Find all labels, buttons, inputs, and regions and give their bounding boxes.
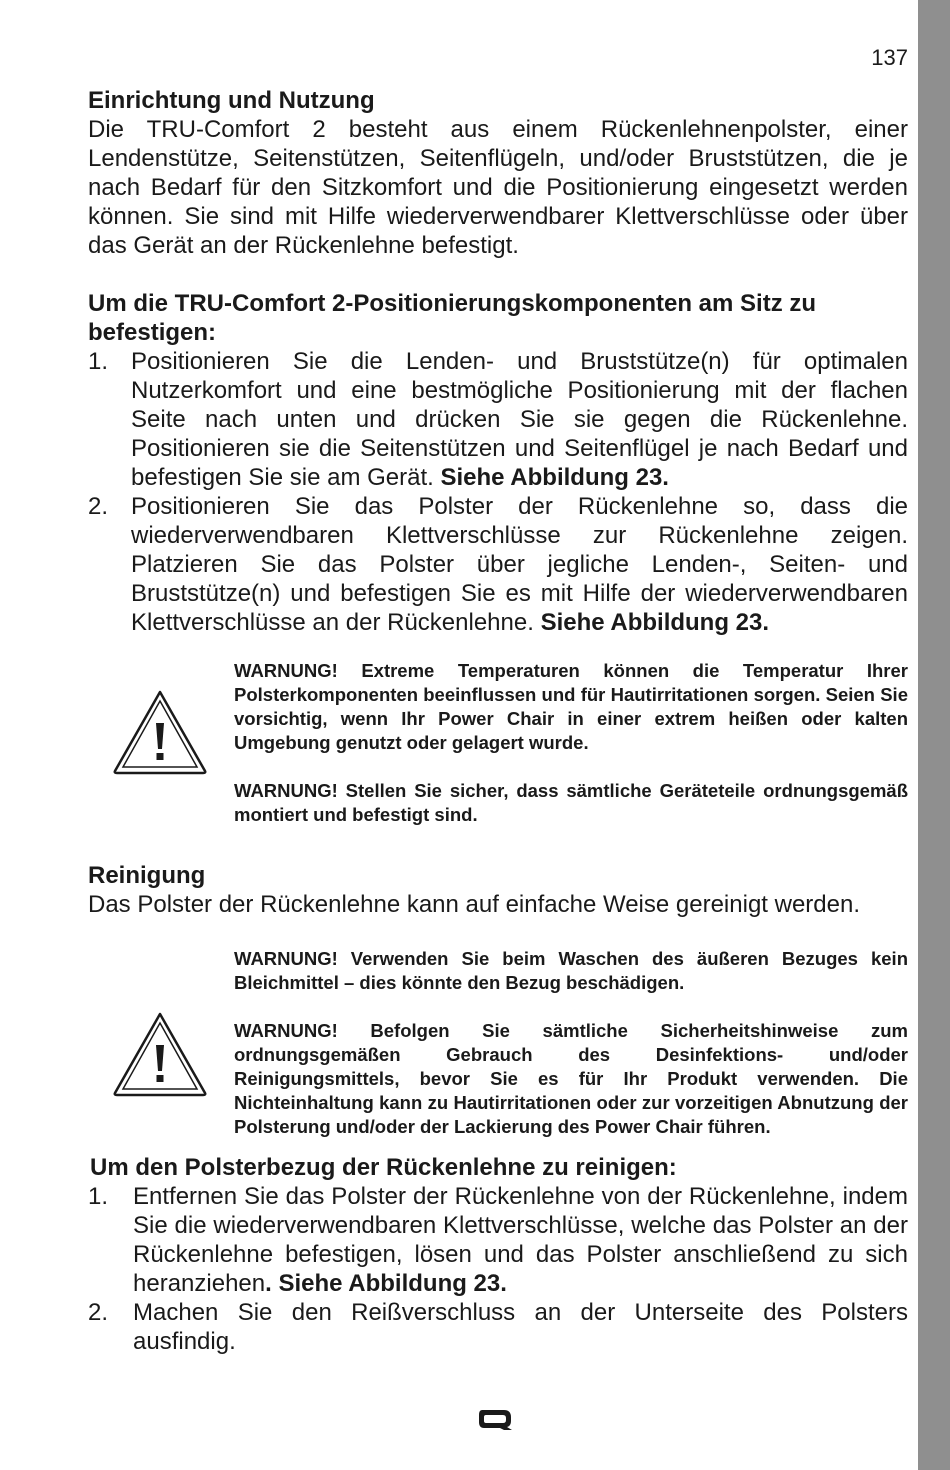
- step-text: Entfernen Sie das Polster der Rückenlehne von der Rückenlehne, indem Sie die wiederverwendbaren Klettverschlüsse, welche das Polster an der Rückenlehne befestigen, lösen und das Polster anschließend zu sich heranziehen: [133, 1183, 908, 1297]
- cover-step: [88, 1298, 908, 1356]
- warning-triangle-icon: [112, 1011, 208, 1097]
- figure-reference: Siehe Abbildung 23.: [440, 464, 669, 491]
- cover-step: [88, 1182, 908, 1298]
- attach-steps: [88, 347, 908, 637]
- figure-reference: . Siehe Abbildung 23.: [265, 1270, 507, 1297]
- step-text: Machen Sie den Reißverschluss an der Unterseite des Polsters ausfindig.: [133, 1299, 908, 1355]
- warning-text: WARNUNG! Stellen Sie sicher, dass sämtliche Geräteteile ordnungsgemäß montiert und befestigt sind.: [234, 780, 908, 825]
- step-number: 1.: [88, 1183, 109, 1210]
- setup-body: Die TRU-Comfort 2 besteht aus einem Rückenlehnenpolster, einer Lendenstütze, Seitenstützen, Seitenflügeln, und/oder Bruststützen, die je nach Bedarf für den Sitzkomfort und die Positionierung eingesetzt werden können. Sie sind mit Hilfe wiederverwendbarer Klettverschlüsse oder über das Gerät an der Rückenlehne befestigt.: [88, 116, 908, 259]
- step-text: Positionieren Sie das Polster der Rückenlehne so, dass die wiederverwendbaren Klettverschlüsse zur Rückenlehne zeigen. Platzieren Sie das Polster über jegliche Lenden-, Seiten- und Bruststütze(n) und befestigen Sie es mit Hilfe der wiederverwendbaren Klettverschlüsse an der Rückenlehne.: [131, 493, 908, 636]
- page-content: [88, 86, 908, 1356]
- step-number: 1.: [88, 348, 109, 375]
- page-edge-bar: [918, 0, 950, 1470]
- figure-reference: Siehe Abbildung 23.: [540, 609, 770, 636]
- warning-block-temperature: [88, 659, 908, 827]
- attach-heading: Um die TRU-Comfort 2-Positionierungskomponenten am Sitz zu befestigen:: [88, 290, 817, 346]
- setup-heading: Einrichtung und Nutzung: [88, 87, 375, 114]
- step-number: 2.: [88, 1299, 109, 1326]
- warning-triangle-icon: [112, 689, 208, 775]
- attach-step: [88, 347, 908, 492]
- brand-q-logo: [476, 1406, 516, 1432]
- cover-heading: Um den Polsterbezug der Rückenlehne zu reinigen:: [90, 1154, 677, 1181]
- page-number: 137: [871, 45, 908, 70]
- cleaning-body: Das Polster der Rückenlehne kann auf einfache Weise gereinigt werden.: [88, 891, 861, 918]
- warning-text: WARNUNG! Extreme Temperaturen können die Temperatur Ihrer Polsterkomponenten beeinflussen und für Hautirritationen sorgen. Seien Sie vorsichtig, wenn Ihr Power Chair in einer extrem heißen oder kalten Umgebung genutzt oder gelagert wurde.: [234, 660, 908, 753]
- cleaning-heading: Reinigung: [88, 862, 206, 889]
- warning-block-cleaning: [88, 947, 908, 1139]
- attach-step: [88, 492, 908, 637]
- warning-text: WARNUNG! Verwenden Sie beim Waschen des äußeren Bezuges kein Bleichmittel – dies könnte den Bezug beschädigen.: [234, 948, 908, 993]
- warning-text: WARNUNG! Befolgen Sie sämtliche Sicherheitshinweise zum ordnungsgemäßen Gebrauch des Desinfektions- und/oder Reinigungsmittels, bevor Sie es für Ihr Produkt verwenden. Die Nichteinhaltung kann zu Hautirritationen oder zur vorzeitigen Abnutzung der Polsterung und/oder der Lackierung des Power Chair führen.: [234, 1020, 908, 1137]
- step-text: Positionieren Sie die Lenden- und Bruststütze(n) für optimalen Nutzerkomfort und eine bestmögliche Positionierung mit der flachen Seite nach unten und drücken Sie sie gegen die Rückenlehne. Positionieren sie die Seitenstützen und Seitenflügel je nach Bedarf und befestigen Sie sie am Gerät.: [131, 348, 908, 491]
- cover-steps: [88, 1182, 908, 1356]
- step-number: 2.: [88, 493, 109, 520]
